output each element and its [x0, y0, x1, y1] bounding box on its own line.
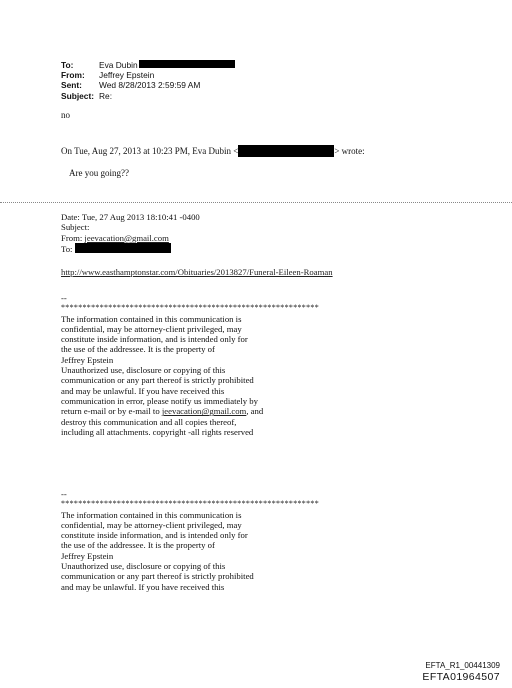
forwarded-from-email[interactable]: jeevacation@gmail.com — [84, 232, 169, 243]
disclaimer-tail-lines — [61, 417, 319, 438]
disclaimer-line: constitute inside information, and is intended only for — [61, 530, 248, 541]
subject-label: Subject: — [61, 90, 95, 101]
quote-intro-suffix: > wrote: — [334, 146, 365, 156]
disclaimer-line: communication or any part thereof is strictly prohibited — [61, 375, 254, 386]
disclaimer-lines — [61, 314, 319, 407]
forwarded-subject: Subject: — [61, 222, 90, 233]
disclaimer-line: destroy this communication and all copies thereof, — [61, 416, 237, 427]
subject-row — [61, 91, 235, 101]
forwarded-header — [61, 212, 200, 254]
disclaimer-return-line — [61, 406, 319, 416]
sent-row — [61, 80, 235, 90]
from-value: Jeffrey Epstein — [99, 70, 155, 81]
disclaimer-line: Jeffrey Epstein — [61, 550, 114, 561]
disclaimer-line: including all attachments. copyright -all rights reserved — [61, 426, 254, 437]
disclaimer-line: The information contained in this communication is — [61, 509, 242, 520]
quote-body: Are you going?? — [69, 168, 129, 178]
stars-separator: ************************************************************ — [61, 303, 319, 313]
forwarded-from — [61, 233, 200, 243]
from-row — [61, 70, 235, 80]
disclaimer-lines — [61, 510, 319, 592]
return-prefix: return e-mail or by e-mail to — [61, 406, 162, 417]
sent-label: Sent: — [61, 80, 82, 91]
reply-text: no — [61, 110, 70, 120]
footer-id-1: EFTA_R1_00441309 — [425, 661, 500, 670]
disclaimer-line: the use of the addressee. It is the property of — [61, 344, 215, 355]
redaction-box — [139, 60, 235, 68]
return-suffix: , and — [246, 406, 264, 417]
signature-dash: -- — [61, 489, 67, 499]
forwarded-to — [61, 243, 200, 254]
disclaimer-line: Unauthorized use, disclosure or copying of this — [61, 365, 226, 376]
from-label: From: — [61, 70, 85, 81]
sent-value: Wed 8/28/2013 2:59:59 AM — [99, 80, 201, 91]
subject-value: Re: — [99, 90, 113, 101]
disclaimer-line: confidential, may be attorney-client privileged, may — [61, 519, 242, 530]
disclaimer-line: communication in error, please notify us immediately by — [61, 395, 258, 406]
disclaimer-line: and may be unlawful. If you have received this — [61, 385, 225, 396]
disclaimer-line: constitute inside information, and is intended only for — [61, 334, 248, 345]
disclaimer-line: The information contained in this communication is — [61, 313, 242, 324]
article-link[interactable]: http://www.easthamptonstar.com/Obituaries/2013827/Funeral-Eileen-Roaman — [61, 267, 333, 277]
disclaimer-line: communication or any part thereof is strictly prohibited — [61, 571, 254, 582]
stars-separator: ************************************************************ — [61, 499, 319, 509]
to-label: To: — [61, 60, 74, 70]
to-value: Eva Dubin — [99, 60, 138, 70]
quote-divider — [0, 202, 512, 203]
forwarded-date: Date: Tue, 27 Aug 2013 18:10:41 -0400 — [61, 212, 200, 222]
redaction-box — [238, 145, 334, 157]
disclaimer-1 — [61, 293, 319, 437]
disclaimer-line: Jeffrey Epstein — [61, 354, 114, 365]
email-header — [61, 60, 235, 101]
disclaimer-line: Unauthorized use, disclosure or copying of this — [61, 561, 226, 572]
forwarded-to-label: To: — [61, 243, 75, 254]
disclaimer-2 — [61, 489, 319, 592]
signature-dash: -- — [61, 293, 67, 303]
disclaimer-line: and may be unlawful. If you have received this — [61, 581, 225, 592]
redaction-box — [75, 243, 171, 253]
disclaimer-line: confidential, may be attorney-client privileged, may — [61, 323, 242, 334]
disclaimer-line: the use of the addressee. It is the property of — [61, 540, 215, 551]
quote-intro — [61, 145, 365, 157]
quote-intro-prefix: On Tue, Aug 27, 2013 at 10:23 PM, Eva Dubin < — [61, 146, 239, 156]
to-row — [61, 60, 235, 70]
disclaimer-email-link[interactable]: jeevacation@gmail.com — [161, 406, 247, 417]
footer-id-2: EFTA01964507 — [422, 671, 500, 683]
forwarded-from-label: From: — [61, 232, 85, 243]
